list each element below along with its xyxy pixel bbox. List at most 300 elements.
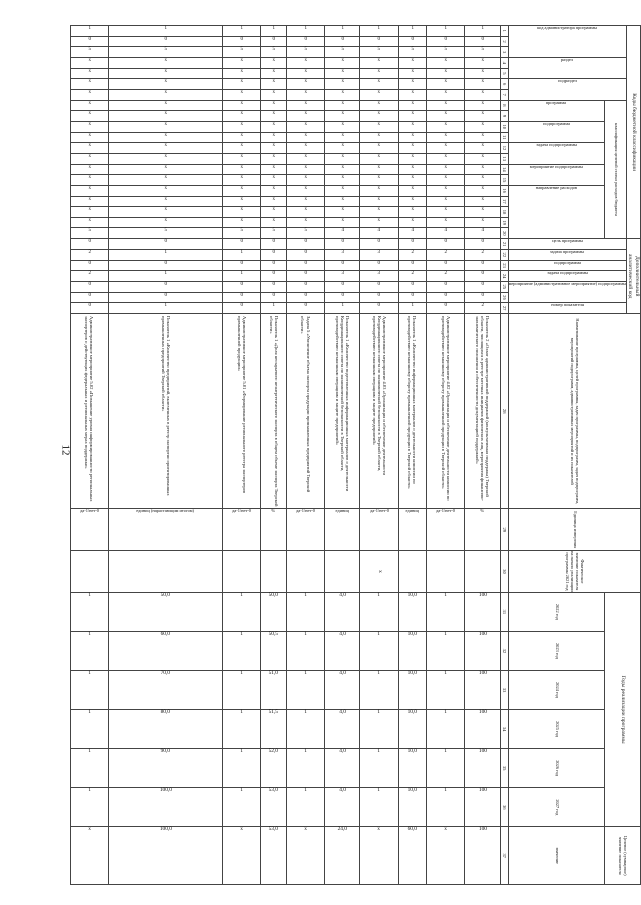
row-year-value-text: 100 bbox=[478, 669, 487, 676]
code-cell-text: 0 bbox=[164, 281, 167, 287]
column-number bbox=[500, 710, 508, 749]
code-cell bbox=[70, 121, 109, 132]
code-cell bbox=[70, 153, 109, 164]
row-year-value-text: 1 bbox=[88, 787, 91, 794]
header-direction bbox=[508, 185, 604, 239]
code-cell-text: 0 bbox=[88, 239, 91, 245]
row-year-value bbox=[109, 710, 223, 749]
code-cell-text: x bbox=[341, 68, 344, 74]
code-cell-text: 0 bbox=[377, 281, 381, 287]
code-cell-text: 0 bbox=[481, 36, 484, 42]
row-year-value-text: 1 bbox=[444, 787, 448, 794]
row-target bbox=[398, 827, 426, 885]
row-target-text: 53,0 bbox=[268, 826, 279, 833]
code-cell bbox=[222, 100, 261, 111]
code-cell bbox=[465, 175, 500, 186]
row-year-value-text: 1 bbox=[240, 669, 243, 676]
header-y2023-text: 2023 год bbox=[554, 642, 560, 659]
code-cell-text: x bbox=[240, 153, 243, 159]
code-cell-text: x bbox=[272, 121, 275, 127]
code-cell bbox=[261, 132, 286, 143]
code-cell bbox=[70, 292, 109, 303]
row-year-value-text: 1 bbox=[304, 591, 307, 598]
code-cell bbox=[261, 79, 286, 90]
code-cell bbox=[286, 228, 325, 239]
column-number-text: 24 bbox=[501, 273, 507, 279]
row-unit bbox=[109, 509, 223, 551]
row-year-value-text: 100 bbox=[478, 748, 487, 755]
header-kbk bbox=[627, 26, 641, 239]
code-cell-text: x bbox=[411, 111, 414, 117]
code-cell-text: x bbox=[341, 57, 344, 63]
row-year-value bbox=[360, 749, 399, 788]
code-cell-text: 5 bbox=[272, 228, 275, 234]
row-year-value-text: 1 bbox=[444, 630, 448, 637]
code-cell-text: x bbox=[411, 89, 414, 95]
code-cell bbox=[465, 36, 500, 47]
row-year-value bbox=[222, 670, 261, 709]
row-name bbox=[109, 314, 223, 509]
code-cell bbox=[222, 68, 261, 79]
code-cell-text: x bbox=[88, 207, 91, 213]
code-cell-text: x bbox=[240, 68, 243, 74]
code-cell-text: 0 bbox=[481, 271, 484, 277]
code-cell-text: x bbox=[240, 164, 243, 170]
code-cell-text: x bbox=[272, 79, 275, 85]
header-y2023 bbox=[508, 631, 604, 670]
code-cell-text: 5 bbox=[240, 47, 243, 53]
header-znach-text: значение bbox=[554, 847, 560, 864]
code-cell-text: x bbox=[240, 185, 243, 191]
code-cell bbox=[426, 196, 465, 207]
code-cell-text: x bbox=[444, 185, 447, 191]
code-cell-text: 0 bbox=[304, 303, 307, 309]
code-cell bbox=[398, 26, 426, 37]
code-cell bbox=[465, 57, 500, 68]
code-cell bbox=[398, 217, 426, 228]
code-cell bbox=[286, 47, 325, 58]
code-cell bbox=[325, 68, 360, 79]
table-container bbox=[79, 25, 641, 885]
code-cell-text: x bbox=[377, 196, 381, 202]
code-cell bbox=[360, 185, 399, 196]
row-fact bbox=[109, 551, 223, 593]
code-cell bbox=[360, 36, 399, 47]
row-year-value-text: 1 bbox=[88, 591, 91, 598]
code-cell bbox=[360, 228, 399, 239]
column-number bbox=[500, 239, 508, 250]
row-unit-text: да-1/нет-0 bbox=[296, 508, 315, 514]
code-cell-text: x bbox=[481, 132, 484, 138]
header-razdel-text: раздел bbox=[561, 56, 574, 62]
code-cell-text: 2 bbox=[88, 250, 91, 255]
code-cell-text: 5 bbox=[164, 228, 167, 234]
code-cell bbox=[398, 79, 426, 90]
code-cell-text: 0 bbox=[304, 292, 307, 298]
table-row bbox=[286, 26, 325, 885]
header-program-text: программа bbox=[546, 99, 567, 105]
code-cell-text: x bbox=[88, 164, 91, 170]
code-cell-text: x bbox=[481, 175, 484, 181]
code-cell bbox=[261, 47, 286, 58]
row-year-value bbox=[109, 749, 223, 788]
code-cell bbox=[261, 121, 286, 132]
row-year-value-text: 10,0 bbox=[407, 669, 418, 676]
row-unit bbox=[261, 509, 286, 551]
header-fact bbox=[508, 551, 640, 593]
code-cell bbox=[325, 26, 360, 37]
code-cell-text: 1 bbox=[240, 271, 243, 277]
row-target bbox=[70, 827, 109, 885]
code-cell-text: x bbox=[481, 57, 484, 63]
row-year-value-text: 100,0 bbox=[159, 787, 172, 794]
code-cell bbox=[360, 239, 399, 250]
code-cell bbox=[109, 239, 223, 250]
code-cell bbox=[426, 260, 465, 271]
code-cell bbox=[109, 132, 223, 143]
code-cell-text: x bbox=[481, 153, 484, 159]
column-number bbox=[500, 36, 508, 47]
code-cell-text: 0 bbox=[272, 36, 275, 42]
header-task-sub bbox=[508, 143, 604, 164]
code-cell-text: x bbox=[341, 196, 344, 202]
code-cell bbox=[261, 281, 286, 292]
code-cell bbox=[109, 164, 223, 175]
column-number-text: 28 bbox=[501, 408, 507, 414]
header-zadpodpr-text: задача подпрограммы bbox=[546, 270, 588, 276]
column-number bbox=[500, 509, 508, 551]
code-cell bbox=[398, 111, 426, 122]
header-kbk-text: Коды бюджетной классификации bbox=[630, 93, 637, 172]
row-year-value bbox=[398, 670, 426, 709]
code-cell bbox=[465, 228, 500, 239]
code-cell bbox=[398, 47, 426, 58]
code-cell-text: 2 bbox=[444, 250, 447, 255]
code-cell-text: 0 bbox=[304, 250, 307, 255]
row-year-value bbox=[360, 788, 399, 827]
column-number bbox=[500, 153, 508, 164]
row-year-value-text: 100 bbox=[478, 709, 487, 716]
code-cell bbox=[261, 111, 286, 122]
code-cell bbox=[109, 271, 223, 282]
header-zad bbox=[508, 250, 626, 261]
code-cell bbox=[465, 132, 500, 143]
code-cell-text: x bbox=[240, 196, 243, 202]
header-zad-text: задача программы bbox=[550, 249, 585, 254]
code-cell bbox=[398, 153, 426, 164]
row-unit-text: да-1/нет-0 bbox=[369, 508, 389, 514]
code-cell-text: 5 bbox=[481, 47, 484, 53]
code-cell-text: x bbox=[444, 111, 447, 117]
code-cell-text: x bbox=[304, 89, 307, 95]
row-year-value bbox=[465, 749, 500, 788]
code-cell-text: 1 bbox=[164, 26, 167, 31]
code-cell bbox=[426, 239, 465, 250]
code-cell-text: x bbox=[240, 121, 243, 127]
code-cell-text: 1 bbox=[272, 26, 275, 31]
code-cell bbox=[325, 121, 360, 132]
code-cell-text: 0 bbox=[341, 292, 344, 298]
row-year-value bbox=[261, 670, 286, 709]
code-cell bbox=[325, 89, 360, 100]
code-cell-text: 0 bbox=[304, 36, 307, 42]
code-cell bbox=[426, 100, 465, 111]
table-row bbox=[70, 26, 109, 885]
code-cell-text: x bbox=[341, 79, 344, 85]
code-cell-text: x bbox=[272, 217, 275, 223]
table-row bbox=[222, 26, 261, 885]
column-number-text: 7 bbox=[501, 93, 507, 96]
row-year-value bbox=[398, 592, 426, 631]
code-cell-text: x bbox=[444, 121, 447, 127]
code-cell bbox=[70, 185, 109, 196]
code-cell bbox=[261, 260, 286, 271]
column-number-text: 12 bbox=[501, 145, 507, 151]
code-cell bbox=[465, 153, 500, 164]
code-cell-text: x bbox=[444, 196, 447, 202]
code-cell bbox=[398, 36, 426, 47]
column-number-text: 3 bbox=[501, 50, 507, 54]
code-cell bbox=[70, 57, 109, 68]
column-number bbox=[500, 185, 508, 196]
code-cell bbox=[70, 164, 109, 175]
code-cell bbox=[360, 57, 399, 68]
header-nomerpok bbox=[508, 303, 626, 314]
code-cell bbox=[360, 111, 399, 122]
row-year-value-text: 1 bbox=[88, 709, 91, 716]
code-cell-text: x bbox=[164, 111, 167, 117]
row-target-text: 100,0 bbox=[159, 826, 172, 833]
header-zadpodpr bbox=[508, 271, 626, 282]
code-cell bbox=[426, 185, 465, 196]
code-cell bbox=[70, 303, 109, 314]
code-cell bbox=[70, 281, 109, 292]
code-cell-text: 5 bbox=[304, 228, 307, 234]
code-cell-text: x bbox=[88, 185, 91, 191]
column-number bbox=[500, 164, 508, 175]
column-number-text: 27 bbox=[501, 305, 507, 311]
code-cell-text: x bbox=[481, 164, 484, 170]
code-cell-text: 2 bbox=[481, 303, 484, 309]
code-cell-text: 0 bbox=[481, 239, 484, 245]
code-cell-text: 0 bbox=[444, 292, 447, 298]
header-y2022 bbox=[508, 592, 604, 631]
column-number bbox=[500, 228, 508, 239]
page-number: 12 bbox=[59, 444, 72, 456]
column-number bbox=[500, 788, 508, 827]
code-cell-text: x bbox=[240, 132, 243, 138]
column-number-text: 18 bbox=[501, 209, 507, 215]
column-number bbox=[500, 281, 508, 292]
header-csr-text: классификация целевой статьи расходов бюджета bbox=[613, 123, 619, 216]
row-year-value-text: 1 bbox=[88, 669, 91, 676]
row-name bbox=[360, 314, 399, 509]
code-cell-text: x bbox=[377, 79, 381, 85]
row-year-value bbox=[360, 592, 399, 631]
code-cell bbox=[465, 164, 500, 175]
code-cell bbox=[286, 68, 325, 79]
code-cell bbox=[109, 100, 223, 111]
column-number bbox=[500, 271, 508, 282]
code-cell-text: 0 bbox=[240, 36, 243, 42]
column-number bbox=[500, 631, 508, 670]
header-merpodpr-text: мероприятие (административное мероприятие) подпрограммы bbox=[508, 280, 626, 286]
row-year-value-text: 1 bbox=[444, 709, 448, 716]
code-cell-text: 0 bbox=[341, 36, 344, 42]
code-cell-text: x bbox=[164, 89, 167, 95]
header-direction-text: направление расходов bbox=[535, 184, 577, 190]
column-number-text: 2 bbox=[501, 40, 507, 43]
row-year-value bbox=[325, 670, 360, 709]
column-number-text: 22 bbox=[501, 252, 507, 258]
code-cell bbox=[325, 153, 360, 164]
code-cell bbox=[286, 89, 325, 100]
row-name bbox=[325, 314, 360, 509]
row-year-value bbox=[426, 749, 465, 788]
header-y2027-text: 2027 год bbox=[554, 799, 560, 816]
column-number-text: 37 bbox=[501, 853, 507, 858]
row-year-value-text: 1 bbox=[240, 630, 243, 637]
code-cell bbox=[70, 89, 109, 100]
code-cell-text: x bbox=[377, 164, 381, 170]
code-cell-text: 0 bbox=[341, 239, 344, 245]
code-cell-text: x bbox=[411, 217, 414, 223]
code-cell-text: x bbox=[444, 143, 447, 149]
code-cell-text: 0 bbox=[481, 292, 484, 298]
code-cell-text: 0 bbox=[164, 239, 167, 245]
code-cell bbox=[286, 143, 325, 154]
row-name-text: Показатель 2 «Охват административной поддержкой (консультативная поддержка) Тверской области, числящихся в реестре местных инициатив физических лиц, мероприятия финансово-экономического положения и обеспеченности документацией поддержкой» bbox=[475, 316, 491, 501]
code-cell bbox=[222, 47, 261, 58]
row-unit bbox=[286, 509, 325, 551]
code-cell-text: 0 bbox=[377, 260, 381, 266]
code-cell bbox=[465, 281, 500, 292]
code-cell-text: x bbox=[304, 100, 307, 106]
row-name-text: Административное мероприятие 5.02 «Повышение уровня информированности региональных экспортеров о действующих федеральных и региональных мерах поддержки» bbox=[84, 316, 95, 502]
row-year-value bbox=[286, 710, 325, 749]
row-name bbox=[398, 314, 426, 509]
code-cell bbox=[70, 217, 109, 228]
code-cell-text: x bbox=[88, 89, 91, 95]
code-cell-text: 5 bbox=[272, 47, 275, 53]
column-number bbox=[500, 68, 508, 79]
code-cell bbox=[426, 175, 465, 186]
code-cell bbox=[325, 185, 360, 196]
code-cell-text: x bbox=[444, 89, 447, 95]
row-fact bbox=[360, 551, 399, 593]
code-cell-text: x bbox=[164, 79, 167, 85]
column-number-text: 26 bbox=[501, 295, 507, 300]
code-cell-text: x bbox=[377, 100, 381, 106]
code-cell-text: x bbox=[444, 153, 447, 159]
column-number bbox=[500, 196, 508, 207]
code-cell bbox=[109, 36, 223, 47]
code-cell bbox=[261, 239, 286, 250]
code-cell bbox=[465, 271, 500, 282]
code-cell-text: 0 bbox=[444, 36, 447, 42]
code-cell-text: 1 bbox=[240, 26, 243, 31]
column-number bbox=[500, 47, 508, 58]
row-year-value-text: 1 bbox=[377, 709, 381, 716]
code-cell-text: x bbox=[481, 121, 484, 127]
header-y2024 bbox=[508, 670, 604, 709]
code-cell-text: x bbox=[304, 207, 307, 213]
code-cell-text: x bbox=[240, 111, 243, 117]
code-cell bbox=[222, 89, 261, 100]
code-cell bbox=[222, 143, 261, 154]
row-year-value-text: 10,0 bbox=[407, 787, 418, 794]
row-year-value-text: 4,0 bbox=[338, 630, 346, 637]
row-year-value bbox=[286, 592, 325, 631]
code-cell-text: x bbox=[164, 132, 167, 138]
code-cell-text: x bbox=[240, 89, 243, 95]
code-cell-text: 0 bbox=[304, 271, 307, 277]
code-cell-text: x bbox=[377, 207, 381, 213]
column-number-text: 36 bbox=[501, 804, 507, 810]
row-fact bbox=[222, 551, 261, 593]
code-cell bbox=[261, 196, 286, 207]
code-cell-text: x bbox=[341, 153, 344, 159]
row-fact bbox=[465, 551, 500, 593]
code-cell bbox=[109, 185, 223, 196]
code-cell bbox=[325, 292, 360, 303]
row-name bbox=[465, 314, 500, 509]
code-cell-text: x bbox=[304, 164, 307, 170]
code-cell-text: x bbox=[377, 217, 381, 223]
code-cell-text: x bbox=[240, 207, 243, 213]
header-nomerpok-text: номер показателя bbox=[550, 302, 584, 308]
code-cell-text: x bbox=[240, 79, 243, 85]
code-cell-text: x bbox=[240, 217, 243, 223]
row-year-value bbox=[398, 749, 426, 788]
code-cell-text: 1 bbox=[88, 26, 91, 31]
row-target-text: 100 bbox=[478, 826, 487, 833]
row-year-value bbox=[325, 749, 360, 788]
code-cell bbox=[70, 207, 109, 218]
code-cell bbox=[261, 164, 286, 175]
column-number-text: 29 bbox=[501, 527, 507, 533]
row-name bbox=[261, 314, 286, 509]
code-cell bbox=[109, 57, 223, 68]
code-cell-text: x bbox=[444, 100, 447, 106]
code-cell-text: x bbox=[444, 57, 447, 63]
code-cell bbox=[465, 196, 500, 207]
row-year-value-text: 4,0 bbox=[338, 748, 346, 755]
code-cell-text: 1 bbox=[164, 271, 167, 277]
code-cell bbox=[398, 281, 426, 292]
code-cell bbox=[360, 100, 399, 111]
code-cell bbox=[222, 111, 261, 122]
header-y2022-text: 2022 год bbox=[554, 603, 560, 620]
code-cell-text: x bbox=[411, 79, 414, 85]
row-year-value bbox=[398, 710, 426, 749]
code-cell bbox=[325, 228, 360, 239]
row-name-text: Административное мероприятие 5.01 «Формирование регионального реестра экспортеров промышленной продукции» bbox=[236, 316, 247, 494]
code-cell-text: x bbox=[304, 79, 307, 85]
row-year-value bbox=[222, 592, 261, 631]
row-year-value bbox=[70, 631, 109, 670]
row-year-value-text: 1 bbox=[377, 748, 381, 755]
code-cell-text: 5 bbox=[240, 228, 243, 234]
row-name-text: Административное мероприятие 4.03 «Организация и обеспечение деятельности Координационного совета по экономической безопасности в Тверской области, противодействию незаконным операциям и защите предприятий» bbox=[371, 316, 387, 475]
code-cell bbox=[426, 207, 465, 218]
column-number bbox=[500, 26, 508, 37]
column-number-text: 1 bbox=[501, 29, 507, 32]
header-podrazdel bbox=[508, 79, 626, 100]
code-cell bbox=[360, 281, 399, 292]
code-cell bbox=[426, 26, 465, 37]
code-cell bbox=[398, 164, 426, 175]
